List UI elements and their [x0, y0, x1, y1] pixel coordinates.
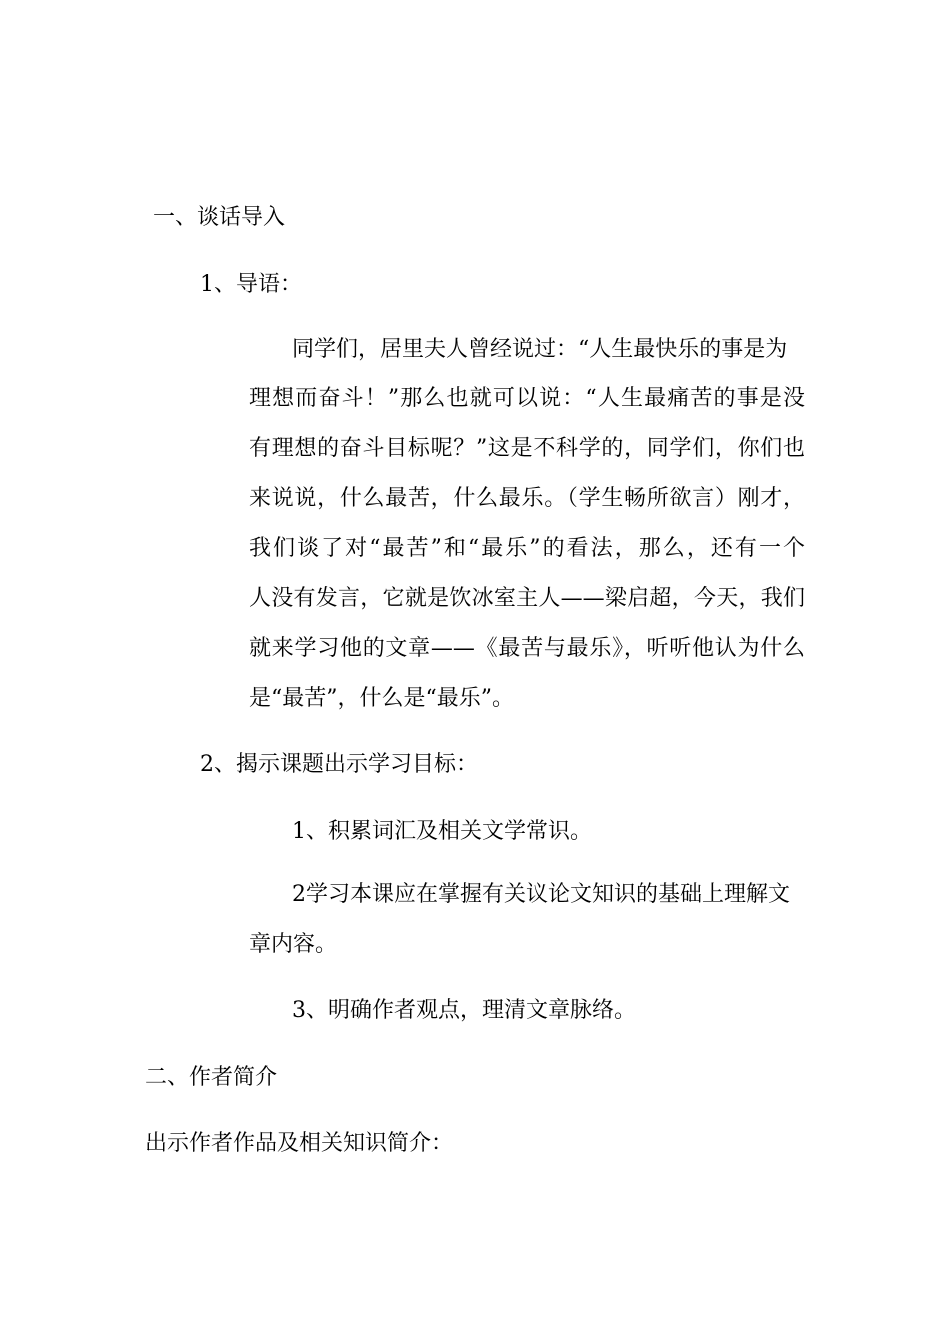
paragraph-line: 就来学习他的文章——《最苦与最乐》，听听他认为什么: [249, 636, 805, 661]
objective-line: 章内容。: [249, 932, 338, 957]
paragraph-line: 来说说，什么最苦，什么最乐。（学生畅所欲言）刚才，: [249, 486, 805, 511]
paragraph-line: 有理想的奋斗目标呢？”这是不科学的，同学们，你们也: [249, 436, 805, 461]
paragraph-line: 人没有发言，它就是饮冰室主人——梁启超，今天，我们: [249, 586, 805, 611]
paragraph-line: 是“最苦”，什么是“最乐”。: [249, 686, 514, 711]
section-heading-2: 二、作者简介: [145, 1065, 278, 1090]
objectives-label: 2、揭示课题出示学习目标：: [200, 752, 478, 777]
paragraph-line: 理想而奋斗！”那么也就可以说：“人生最痛苦的事是没: [249, 386, 805, 411]
author-intro-line: 出示作者作品及相关知识简介：: [145, 1131, 454, 1156]
objective-item-3: 3、明确作者观点，理清文章脉络。: [292, 998, 636, 1023]
objective-item-1: 1、积累词汇及相关文学常识。: [292, 819, 592, 844]
section-heading-1: 一、谈话导入: [153, 205, 286, 230]
paragraph-line: 我们谈了对“最苦”和“最乐”的看法，那么，还有一个: [249, 536, 805, 561]
objective-line: 2学习本课应在掌握有关议论文知识的基础上理解文: [292, 882, 790, 907]
intro-label: 1、导语：: [200, 272, 302, 297]
paragraph-line: 同学们，居里夫人曾经说过：“人生最快乐的事是为: [292, 337, 788, 362]
